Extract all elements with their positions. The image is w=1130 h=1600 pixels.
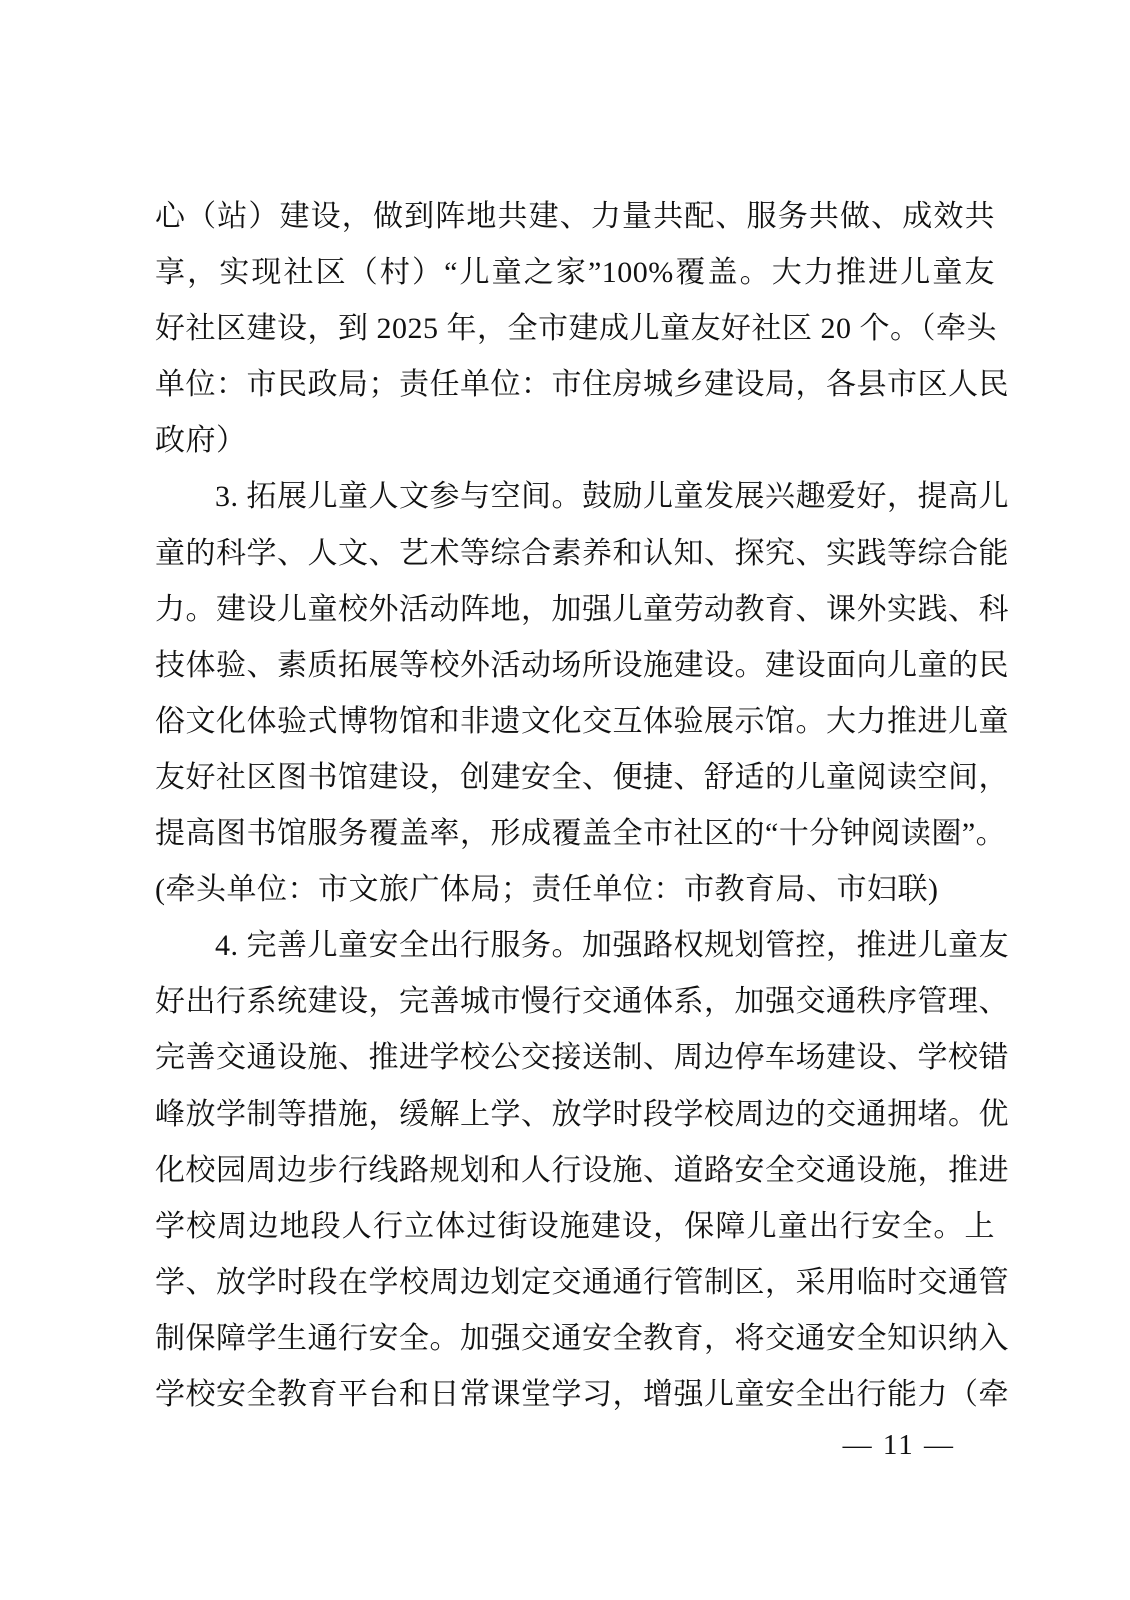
text-line: 心（站）建设，做到阵地共建、力量共配、服务共做、成效共 [155, 200, 995, 233]
text-line: 好出行系统建设，完善城市慢行交通体系，加强交通秩序管理、 [155, 985, 1009, 1019]
page-number: — 11 — [842, 1429, 955, 1461]
text-line: 化校园周边步行线路规划和人行设施、道路安全交通设施，推进 [155, 1153, 1009, 1187]
text-line: 制保障学生通行安全。加强交通安全教育，将交通安全知识纳入 [155, 1321, 1009, 1355]
text-line: 力。建设儿童校外活动阵地，加强儿童劳动教育、课外实践、科 [155, 592, 1009, 626]
text-line: 享，实现社区（村）“儿童之家”100%覆盖。大力推进儿童友 [155, 256, 995, 290]
text-line: 提高图书馆服务覆盖率，形成覆盖全市社区的“十分钟阅读圈”。 [155, 817, 1007, 851]
text-line: 学校周边地段人行立体过街设施建设，保障儿童出行安全。上 [155, 1209, 995, 1243]
text-line: 峰放学制等措施，缓解上学、放学时段学校周边的交通拥堵。优 [155, 1097, 1009, 1131]
text-line: 3. 拓展儿童人文参与空间。鼓励儿童发展兴趣爱好，提高儿 [215, 480, 1009, 514]
document-body [155, 189, 1009, 1423]
text-line: 俗文化体验式博物馆和非遗文化交互体验展示馆。大力推进儿童 [155, 704, 1009, 738]
text-line: (牵头单位：市文旅广体局；责任单位：市教育局、市妇联) [155, 873, 939, 907]
text-line: 4. 完善儿童安全出行服务。加强路权规划管控，推进儿童友 [215, 929, 1009, 963]
text-line: 学、放学时段在学校周边划定交通通行管制区，采用临时交通管 [155, 1265, 1009, 1299]
text-line: 完善交通设施、推进学校公交接送制、周边停车场建设、学校错 [155, 1041, 1009, 1075]
text-line: 单位：市民政局；责任单位：市住房城乡建设局，各县市区人民 [155, 368, 1009, 402]
text-line: 友好社区图书馆建设，创建安全、便捷、舒适的儿童阅读空间， [155, 760, 1009, 794]
text-line: 技体验、素质拓展等校外活动场所设施建设。建设面向儿童的民 [155, 648, 1009, 682]
text-line: 政府） [155, 424, 247, 458]
text-line: 学校安全教育平台和日常课堂学习，增强儿童安全出行能力（牵 [155, 1377, 1009, 1411]
text-line: 好社区建设，到 2025 年，全市建成儿童友好社区 20 个。（牵头 [155, 312, 997, 346]
text-line: 童的科学、人文、艺术等综合素养和认知、探究、实践等综合能 [155, 536, 1009, 570]
